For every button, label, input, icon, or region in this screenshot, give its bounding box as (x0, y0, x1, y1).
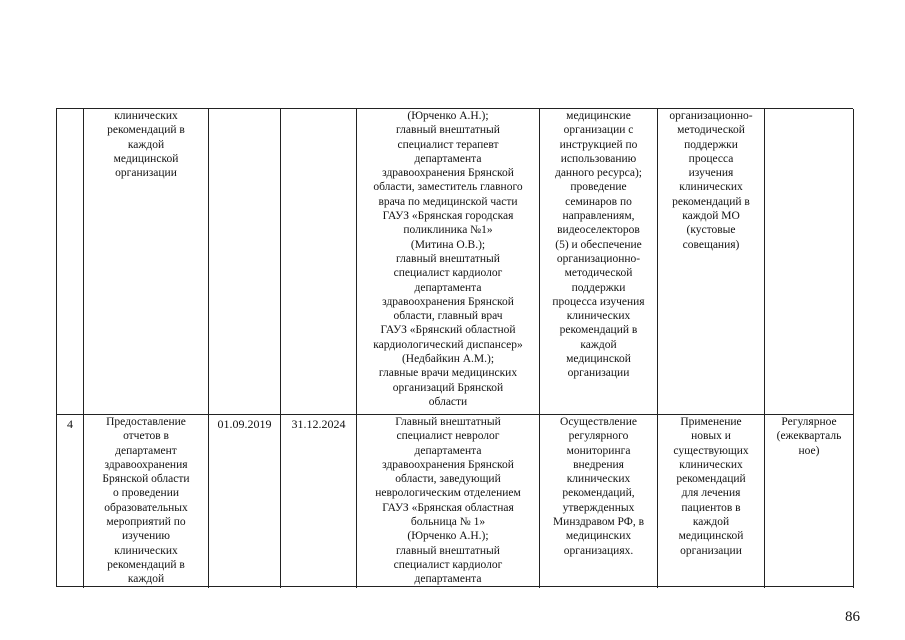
result-text: Применение новых и существующих клинических рекомендаций для лечения пациентов в каждой медицинской организации (673, 416, 749, 557)
responsible-cell (357, 109, 540, 414)
characteristic-text: Осуществление регулярного мониторинга внедрения клинических рекомендаций, утвержденных Минздравом РФ, в медицинских организациях. (552, 416, 645, 557)
start-date-cell (209, 109, 281, 414)
characteristic-cell (540, 415, 658, 588)
start-date: 01.09.2019 (217, 417, 272, 431)
result-cell (658, 109, 765, 414)
frequency-cell (765, 415, 854, 588)
row-number (57, 109, 83, 111)
task-cell (84, 415, 209, 588)
task-cell (84, 109, 209, 414)
table-row (57, 414, 854, 588)
characteristic-cell (540, 109, 658, 414)
frequency-cell (765, 109, 854, 414)
end-date-cell (281, 415, 357, 588)
responsible-cell (357, 415, 540, 588)
responsible-text: (Юрченко А.Н.); главный внештатный специалист терапевт департамента здравоохранения Брянской области, заместитель главного врача по медицинской части ГАУЗ «Брянская городская поликлиника №1» (Митина О.В.); главный внештатный специалист кардиолог департамента здравоохранения Брянской области, главный врач ГАУЗ «Брянский областной кардиологический диспансер» (Недбайкин А.М.); главные врачи медицинских организаций Брянской области (373, 110, 523, 408)
responsible-text: Главный внештатный специалист невролог департамента здравоохранения Брянской области, заведующий неврологическим отделением ГАУЗ «Брянская областная больница № 1» (Юрченко А.Н.); главный внештатный специалист кардиолог департамента (375, 416, 521, 586)
result-text: организационно- методической поддержки процесса изучения клинических рекомендаций в каждой МО (кустовые совещания) (669, 110, 753, 251)
task-text: клинических рекомендаций в каждой медицинской организации (107, 110, 185, 180)
task-text: Предоставление отчетов в департамент здравоохранения Брянской области о проведении образовательных мероприятий по изучению клинических рекомендаций в каждой (102, 416, 190, 586)
end-date: 31.12.2024 (291, 417, 346, 431)
characteristic-text: медицинские организации с инструкцией по использованию данного ресурса); проведение семинаров по направлениям, видеоселекторов (5) и обеспечение организационно- методической поддержки процесса изучения клинических рекомендаций в каждой медицинской организации (552, 110, 645, 380)
start-date (209, 109, 280, 111)
row-number-cell (57, 415, 84, 588)
end-date-cell (281, 109, 357, 414)
plan-table (56, 108, 853, 587)
page-number: 86 (845, 609, 860, 625)
frequency-text: Регулярное (ежекварталь ное) (776, 416, 842, 457)
row-number-cell (57, 109, 84, 414)
table-row (57, 109, 854, 414)
row-number: 4 (67, 417, 73, 431)
result-cell (658, 415, 765, 588)
start-date-cell (209, 415, 281, 588)
end-date (281, 109, 356, 111)
